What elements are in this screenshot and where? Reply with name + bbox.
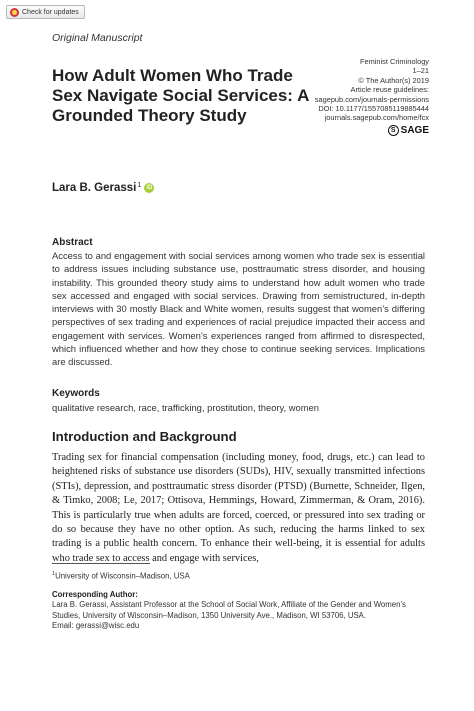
keywords-text: qualitative research, race, trafficking, prostitution, theory, women [52, 402, 319, 413]
journal-homepage-link[interactable]: journals.sagepub.com/home/fcx [324, 113, 429, 123]
doi-link[interactable]: DOI: 10.1177/1557085119885444 [318, 104, 429, 114]
reuse-guidelines: Article reuse guidelines: [350, 85, 429, 95]
check-for-updates-label: Check for updates [22, 8, 79, 16]
footnote-divider [52, 563, 150, 564]
crossmark-icon [10, 8, 19, 17]
author-affiliation-mark: 1 [137, 181, 142, 189]
sage-s-icon: S [388, 125, 399, 136]
permissions-link[interactable]: sagepub.com/journals-permissions [314, 94, 429, 104]
corresponding-author-label: Corresponding Author: [52, 590, 138, 599]
page-range: 1–21 [412, 66, 429, 76]
corresponding-author-email[interactable]: Email: gerassi@wisc.edu [52, 621, 140, 630]
sage-logo-text: SAGE [400, 124, 429, 136]
article-title: How Adult Women Who Trade Sex Navigate Social Services: A Grounded Theory Study [52, 66, 309, 125]
journal-name: Feminist Criminology [360, 57, 429, 66]
sage-logo [259, 125, 429, 136]
check-for-updates-button[interactable] [6, 5, 85, 19]
manuscript-type-label: Original Manuscript [52, 32, 143, 44]
body-paragraph: Trading sex for financial compensation (including money, food, drugs, etc.) can lead to heightened risks of substance use disorders (SUDs), HIV, sexually transmitted infections (STIs), depression, and posttraumatic stress disorder (PTSD) (Burnette, Schneider, Ilgen, & Timko, 2008; Le, 2017; Ottisova, Hemmings, Howard, Zimmerman, & Oram, 2016). This is particularly true when adults are forced, coerced, or pressured into sex trading or do so because they have no other option. As such, reducing the harms linked to sex trading is a public health concern. To enhance their well-being, it is essential for adults who trade sex to access and engage with services, [52, 452, 425, 564]
keywords-heading: Keywords [52, 388, 100, 399]
affiliation-footnote [52, 571, 190, 581]
abstract-text: Access to and engagement with social services among women who trade sex is essential to address issues including substance use, posttraumatic stress disorder, and housing instability. This grounded theory study aims to understand how adult women who trade sex accessed and engaged with social services. Drawing from semistructured, in-depth interviews with 30 mostly Black and White women, results suggest that women’s differing perspectives of sex trading and experiences of racial prejudice impacted their access and engagement with services. Women’s experiences ranged from affirmed to disrespected, which influenced whether and how they chose to continue seeking services. Implications are discussed. [52, 250, 425, 368]
author-name[interactable]: Lara B. Gerassi [52, 182, 137, 194]
corresponding-author-text: Lara B. Gerassi, Assistant Professor at the School of Social Work, Affiliate of the Gender and Women’s Studies, University of Wisconsin–Madison, 1350 University Ave., Madison, WI 53706, USA. [52, 600, 406, 620]
corresponding-author-info [52, 600, 428, 632]
journal-info [259, 57, 429, 136]
affiliation-footnote-mark: 1 [52, 571, 56, 577]
abstract-heading: Abstract [52, 237, 93, 248]
author-line [52, 182, 154, 194]
section-heading: Introduction and Background [52, 429, 237, 444]
copyright: © The Author(s) 2019 [358, 75, 429, 85]
affiliation-text: University of Wisconsin–Madison, USA [55, 571, 190, 581]
orcid-icon[interactable]: iD [146, 185, 153, 191]
